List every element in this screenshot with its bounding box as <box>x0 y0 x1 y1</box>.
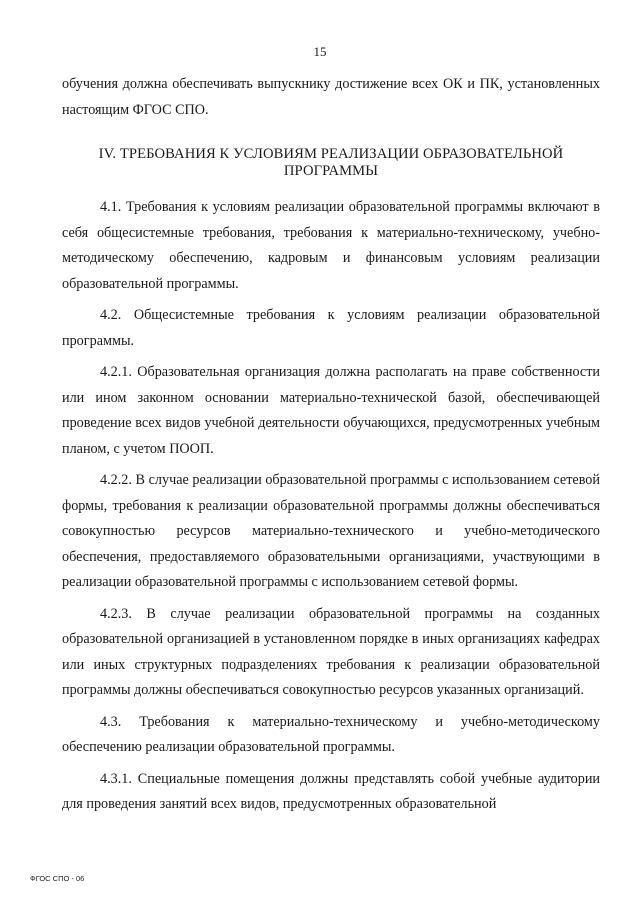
paragraph-4-2-3: 4.2.3. В случае реализации образовательной программы на созданных образовательной организацией в установленном порядке в иных организациях кафедрах или иных структурных подразделениях требования к реализации образовательной программы должны обеспечиваться совокупностью ресурсов указанных организаций. <box>62 605 600 698</box>
paragraph-4-2-2: 4.2.2. В случае реализации образовательной программы с использованием сетевой формы, требования к реализации образовательной программы должны обеспечиваться совокупностью ресурсов материально-технического и учебно-методического обеспечения, предоставляемого образовательными организациями, участвующими в реализации образовательной программы с использованием сетевой формы. <box>62 472 600 590</box>
body-text <box>62 195 600 818</box>
paragraph-4-2: 4.2. Общесистемные требования к условиям реализации образовательной программы. <box>62 307 600 349</box>
paragraph-4-2-1: 4.2.1. Образовательная организация должна располагать на праве собственности или ином законном основании материально-технической базой, обеспечивающей проведение всех видов учебной деятельности обучающихся, предусмотренных учебным планом, с учетом ПООП. <box>62 364 600 457</box>
section-heading-line2: ПРОГРАММЫ <box>283 163 379 179</box>
paragraph-4-1: 4.1. Требования к условиям реализации образовательной программы включают в себя общесистемные требования, требования к материально-техническому, учебно-методическому обеспечению, кадровым и финансовым условиям реализации образовательной программы. <box>62 199 600 292</box>
footer-label: ФГОС СПО - 06 <box>30 874 85 883</box>
paragraph-4-3-1: 4.3.1. Специальные помещения должны представлять собой учебные аудитории для проведения занятий всех видов, предусмотренных образовательной <box>62 770 600 812</box>
section-heading-line1: IV. ТРЕБОВАНИЯ К УСЛОВИЯМ РЕАЛИЗАЦИИ ОБРАЗОВАТЕЛЬНОЙ <box>98 146 564 162</box>
intro-block <box>62 72 600 123</box>
section-heading <box>62 146 600 180</box>
paragraph-4-3: 4.3. Требования к материально-техническому и учебно-методическому обеспечению реализации образовательной программы. <box>62 713 600 755</box>
intro-paragraph: обучения должна обеспечивать выпускнику достижение всех ОК и ПК, установленных настоящим ФГОС СПО. <box>62 76 600 118</box>
page-number: 15 <box>313 44 327 59</box>
